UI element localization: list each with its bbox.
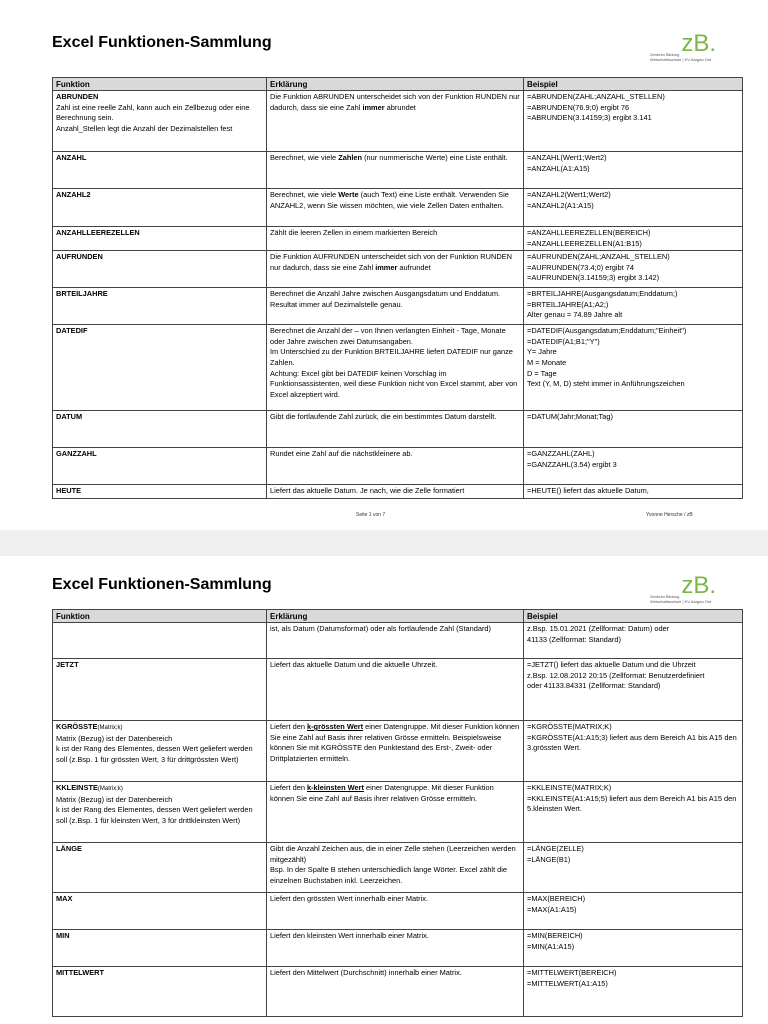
example-cell — [524, 189, 743, 227]
explanation-emphasis: Werte — [338, 190, 359, 199]
table-header-row — [53, 610, 743, 623]
function-name: ANZAHL2 — [56, 190, 91, 199]
function-cell — [53, 659, 267, 721]
table-header-row — [53, 78, 743, 91]
explanation-text: Rundet eine Zahl auf die nächstkleinere ab. — [270, 449, 413, 459]
function-cell — [53, 251, 267, 288]
example-line: =GANZZAHL(ZAHL) — [527, 449, 595, 459]
function-cell — [53, 227, 267, 251]
table-row — [53, 485, 743, 499]
example-cell — [524, 91, 743, 152]
function-table — [52, 77, 743, 499]
header-funktion: Funktion — [53, 610, 267, 623]
function-name: ANZAHL — [56, 153, 87, 162]
explanation-text: Im Unterschied zu der Funktion BRTEILJAHRE liefert DATEDIF nur ganze Zahlen. — [270, 347, 513, 367]
example-line: =ANZAHLLEEREZELLEN(A1:B15) — [527, 238, 642, 248]
explanation-text: Achtung: Excel gibt bei DATEDIF keinen Vorschlag im Funktionsassistenten, weil diese Funktion nicht von Excel stammt, aber von Excel akzeptiert wird. — [270, 368, 518, 399]
table-row — [53, 782, 743, 843]
function-cell — [53, 91, 267, 152]
example-line: =ABRUNDEN(3.14159;3) ergibt 3.141 — [527, 113, 652, 123]
explanation-text: Zählt die leeren Zellen in einem markierten Bereich — [270, 228, 438, 237]
function-cell — [53, 448, 267, 485]
example-line: oder 41133.84331 (Zellformat: Standard) — [527, 681, 661, 691]
example-line: =ANZAHL2(A1:A15) — [527, 200, 594, 210]
example-cell — [524, 325, 743, 411]
example-line: =JETZT() liefert das aktuelle Datum und die Uhrzeit — [527, 660, 696, 669]
function-name: ABRUNDEN — [56, 92, 99, 101]
example-cell — [524, 782, 743, 843]
function-cell — [53, 325, 267, 411]
example-line: =KKLEINSTE(MATRIX;K) — [527, 783, 612, 792]
example-line: Alter genau = 74.89 Jahre alt — [527, 310, 623, 320]
explanation-cell — [267, 411, 524, 448]
example-line: 41133 (Zellformat: Standard) — [527, 634, 621, 644]
explanation-text: Gibt die fortlaufende Zahl zurück, die ein bestimmtes Datum darstellt. — [270, 412, 497, 422]
function-cell — [53, 930, 267, 967]
explanation-emphasis: Zahlen — [338, 153, 363, 162]
example-line: =ANZAHL2(Wert1;Wert2) — [527, 190, 611, 199]
function-name: DATEDIF — [56, 326, 88, 336]
table-row — [53, 843, 743, 893]
explanation-emphasis: immer — [362, 102, 385, 112]
explanation-text: Bsp. In der Spalte B stehen unterschiedlich lange Wörter. Excel zählt die einzelnen Buchstaben inkl. Leerzeichen. — [270, 865, 508, 885]
table-row — [53, 659, 743, 721]
example-line: =BRTEILJAHRE(A1;A2;) — [527, 299, 609, 309]
explanation-text: Berechnet, wie viele — [270, 190, 339, 199]
header-funktion: Funktion — [53, 78, 267, 91]
footer-author: Yvonne Hersche / zB — [646, 512, 693, 518]
table-row — [53, 623, 743, 659]
example-line: D = Tage — [527, 368, 557, 378]
explanation-text: Berechnet die Anzahl Jahre zwischen Ausgangsdatum und Enddatum. Resultat immer auf Dezimalstelle genau. — [270, 289, 501, 309]
explanation-cell — [267, 288, 524, 325]
function-cell — [53, 152, 267, 189]
table-row — [53, 893, 743, 930]
function-cell — [53, 893, 267, 930]
example-line: =KGRÖSSTE(A1:A15;3) liefert aus dem Bereich A1 bis A15 den 3.grössten Wert. — [527, 732, 737, 753]
function-name: ANZAHLLEEREZELLEN — [56, 228, 140, 237]
example-line: =LÄNGE(B1) — [527, 854, 571, 864]
example-line: =ANZAHL(Wert1;Wert2) — [527, 153, 607, 162]
explanation-cell — [267, 843, 524, 893]
explanation-text: einer Datengruppe. Mit dieser Funktion können Sie eine Zahl auf Basis ihrer relativen Grösse ermitteln. Beispielsweise können Sie mit KGRÖSSTE den Punktestand des Erst-, Zweit- oder Drittplatzierten ermitteln. — [270, 722, 520, 763]
logo-line-2: Wirtschaftsschule | KV Aargau Ost — [650, 57, 712, 62]
example-line: =MITTELWERT(BEREICH) — [527, 968, 617, 977]
header-beispiel: Beispiel — [524, 78, 743, 91]
example-line: M = Monate — [527, 357, 567, 367]
function-desc: Zahl ist eine reelle Zahl, kann auch ein Zellbezug oder eine Berechnung sein. — [56, 102, 250, 123]
explanation-text: Berechnet die Anzahl der – von Ihnen verlangten Einheit - Tage, Monate oder Jahre zwischen zwei Datumsangaben. — [270, 326, 506, 346]
example-cell — [524, 448, 743, 485]
table-row — [53, 152, 743, 189]
document-page-2 — [0, 556, 768, 1024]
table-row — [53, 930, 743, 967]
example-line: =KKLEINSTE(A1:A15;5) liefert aus dem Bereich A1 bis A15 den 5.kleinsten Wert. — [527, 793, 737, 814]
function-cell — [53, 967, 267, 1017]
explanation-text: Die Funktion AUFRUNDEN unterscheidet sich von der Funktion RUNDEN nur dadurch, dass sie eine Zahl — [270, 252, 512, 272]
example-line: =ABRUNDEN(76.9;0) ergibt 76 — [527, 102, 630, 112]
example-line: =ANZAHL(A1:A15) — [527, 163, 590, 173]
example-line: =LÄNGE(ZELLE) — [527, 844, 584, 853]
explanation-text: Berechnet, wie viele — [270, 153, 339, 162]
function-cell — [53, 189, 267, 227]
function-cell — [53, 485, 267, 499]
example-line: =DATEDIF(Ausgangsdatum;Enddatum;"Einheit") — [527, 326, 687, 336]
example-cell — [524, 843, 743, 893]
explanation-text: abrundet — [384, 102, 416, 112]
table-row — [53, 288, 743, 325]
function-cell — [53, 782, 267, 843]
table-row — [53, 967, 743, 1017]
example-line: =BRTEILJAHRE(Ausgangsdatum;Enddatum;) — [527, 289, 678, 299]
explanation-cell — [267, 485, 524, 499]
example-cell — [524, 152, 743, 189]
table-row — [53, 448, 743, 485]
function-name: BRTEILJAHRE — [56, 289, 108, 299]
example-cell — [524, 659, 743, 721]
explanation-text: Liefert den — [270, 783, 307, 792]
explanation-text: ist, als Datum (Datumsformat) oder als fortlaufende Zahl (Standard) — [270, 624, 491, 633]
function-name: HEUTE — [56, 486, 82, 496]
explanation-emphasis: k-grössten Wert — [306, 722, 364, 731]
example-cell — [524, 411, 743, 448]
example-line: =AUFRUNDEN(ZAHL;ANZAHL_STELLEN) — [527, 252, 670, 262]
explanation-text: (auch Text) eine Liste enthält. Verwenden Sie ANZAHL2, wenn Sie wissen möchten, wie viele Zellen Daten enthalten. — [270, 190, 509, 210]
explanation-text: einer Datengruppe. Mit dieser Funktion können Sie eine Zahl auf Basis ihrer relativen Grösse ermitteln. — [270, 783, 494, 803]
page-gap — [0, 530, 768, 556]
function-name: DATUM — [56, 412, 83, 422]
explanation-cell — [267, 782, 524, 843]
function-name: AUFRUNDEN — [56, 252, 103, 262]
page-number: Seite 1 von 7 — [356, 512, 386, 518]
example-cell — [524, 967, 743, 1017]
zb-logo — [648, 572, 720, 610]
explanation-text: Liefert das aktuelle Datum. Je nach, wie die Zelle formatiert — [270, 486, 465, 496]
logo-mark: zB. — [681, 572, 716, 599]
explanation-cell — [267, 152, 524, 189]
example-line: Text (Y, M, D) steht immer in Anführungszeichen — [527, 379, 685, 389]
example-cell — [524, 623, 743, 659]
function-desc: k ist der Rang des Elementes, dessen Wert geliefert werden soll (z.Bsp. 1 für kleinsten Wert, 3 für drittkleinsten Wert) — [56, 805, 253, 825]
example-line: =HEUTE() liefert das aktuelle Datum, — [527, 486, 649, 496]
explanation-text: Die Funktion ABRUNDEN unterscheidet sich von der Funktion RUNDEN nur dadurch, dass sie eine Zahl — [270, 92, 520, 112]
table-row — [53, 411, 743, 448]
explanation-cell — [267, 448, 524, 485]
header-erklaerung: Erklärung — [267, 78, 524, 91]
table-row — [53, 325, 743, 411]
example-line: =ANZAHLLEEREZELLEN(BEREICH) — [527, 228, 651, 237]
explanation-emphasis: k-kleinsten Wert — [306, 783, 364, 792]
example-line: =DATEDIF(A1;B1;"Y") — [527, 336, 600, 346]
explanation-cell — [267, 189, 524, 227]
example-line: Y= Jahre — [527, 347, 557, 357]
page-title: Excel Funktionen-Sammlung — [52, 576, 272, 593]
explanation-text: Liefert den grössten Wert innerhalb einer Matrix. — [270, 894, 429, 903]
explanation-cell — [267, 721, 524, 782]
explanation-text: Liefert den kleinsten Wert innerhalb einer Matrix. — [270, 931, 429, 940]
example-line: =ABRUNDEN(ZAHL;ANZAHL_STELLEN) — [527, 92, 665, 101]
function-desc: Anzahl_Stellen legt die Anzahl der Dezimalstellen fest — [56, 123, 233, 133]
example-line: =AUFRUNDEN(73.4;0) ergibt 74 — [527, 262, 634, 272]
example-line: =MIN(A1:A15) — [527, 941, 575, 951]
function-name: GANZZAHL — [56, 449, 97, 459]
explanation-text: Gibt die Anzahl Zeichen aus, die in einer Zelle stehen (Leerzeichen werden mitgezählt) — [270, 844, 516, 864]
example-cell — [524, 893, 743, 930]
logo-line-1: Zentrum Bildung — [650, 52, 680, 57]
function-name: MITTELWERT — [56, 968, 105, 977]
zb-logo — [648, 30, 720, 68]
example-line: z.Bsp. 12.08.2012 20:15 (Zellformat: Benutzerdefiniert — [527, 670, 705, 680]
function-desc: Matrix (Bezug) ist der Datenbereich — [56, 794, 173, 804]
example-cell — [524, 227, 743, 251]
header-erklaerung: Erklärung — [267, 610, 524, 623]
example-line: =MIN(BEREICH) — [527, 931, 583, 940]
logo-mark: zB. — [681, 30, 716, 57]
example-line: =GANZZAHL(3.54) ergibt 3 — [527, 459, 617, 469]
explanation-text: Liefert den — [270, 722, 307, 731]
example-cell — [524, 251, 743, 288]
example-line: =KGRÖSSTE(MATRIX;K) — [527, 722, 612, 731]
function-cell — [53, 721, 267, 782]
explanation-cell — [267, 967, 524, 1017]
explanation-text: aufrundet — [397, 262, 431, 272]
function-desc: Matrix (Bezug) ist der Datenbereich — [56, 733, 173, 743]
explanation-text: Liefert den Mittelwert (Durchschnitt) innerhalb einer Matrix. — [270, 968, 462, 977]
function-table — [52, 609, 743, 1017]
example-line: =AUFRUNDEN(3.14159;3) ergibt 3.142) — [527, 273, 660, 283]
explanation-text: (nur nummerische Werte) eine Liste enthält. — [362, 153, 508, 162]
explanation-cell — [267, 623, 524, 659]
example-cell — [524, 721, 743, 782]
explanation-text: Liefert das aktuelle Datum und die aktuelle Uhrzeit. — [270, 660, 438, 669]
function-cell — [53, 411, 267, 448]
function-name: LÄNGE — [56, 844, 82, 853]
table-row — [53, 91, 743, 152]
example-cell — [524, 485, 743, 499]
function-name: MAX — [56, 894, 73, 903]
function-args: (Matrix;k) — [97, 725, 123, 731]
function-cell — [53, 288, 267, 325]
example-cell — [524, 930, 743, 967]
table-row — [53, 227, 743, 251]
example-line: z.Bsp. 15.01.2021 (Zellformat: Datum) oder — [527, 624, 670, 633]
function-name: MIN — [56, 931, 70, 940]
example-line: =MAX(BEREICH) — [527, 894, 586, 903]
explanation-cell — [267, 91, 524, 152]
function-name: KKLEINSTE — [56, 783, 98, 792]
explanation-cell — [267, 659, 524, 721]
example-line: =MITTELWERT(A1:A15) — [527, 978, 608, 988]
table-row — [53, 251, 743, 288]
page-title: Excel Funktionen-Sammlung — [52, 34, 272, 51]
logo-line-2: Wirtschaftsschule | KV Aargau Ost — [650, 599, 712, 604]
table-row — [53, 721, 743, 782]
function-cell — [53, 623, 267, 659]
example-line: =DATUM(Jahr;Monat;Tag) — [527, 412, 613, 422]
logo-line-1: Zentrum Bildung — [650, 594, 680, 599]
example-cell — [524, 288, 743, 325]
explanation-cell — [267, 227, 524, 251]
explanation-cell — [267, 325, 524, 411]
example-line: =MAX(A1:A15) — [527, 904, 577, 914]
function-name: JETZT — [56, 660, 79, 669]
header-beispiel: Beispiel — [524, 610, 743, 623]
function-cell — [53, 843, 267, 893]
function-name: KGRÖSSTE — [56, 722, 98, 731]
function-desc: k ist der Rang des Elementes, dessen Wert geliefert werden soll (z.Bsp. 1 für grössten Wert, 3 für drittgrössten Wert) — [56, 744, 253, 764]
table-row — [53, 189, 743, 227]
explanation-cell — [267, 893, 524, 930]
function-args: (Matrix;k) — [97, 786, 123, 792]
explanation-emphasis: immer — [375, 262, 398, 272]
explanation-cell — [267, 930, 524, 967]
explanation-cell — [267, 251, 524, 288]
